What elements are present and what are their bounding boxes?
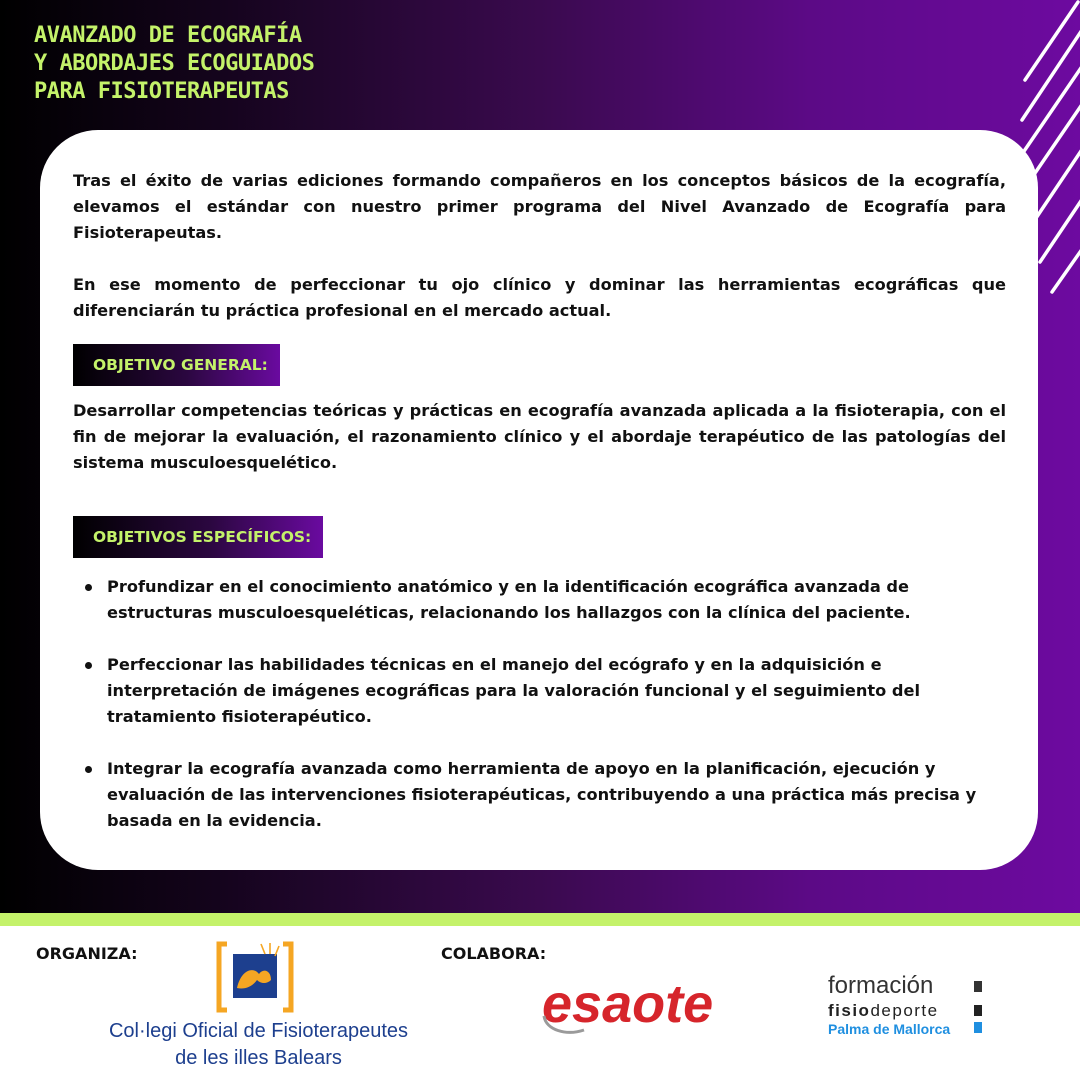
title-line: PARA FISIOTERAPEUTAS [34,79,289,104]
list-item [73,652,1006,730]
page-title [34,22,334,106]
organizer-line: Col·legi Oficial de Fisioterapeutes [108,1020,409,1042]
list-item [73,574,1006,626]
general-objective-label: OBJETIVO GENERAL: [73,344,280,386]
colabora-label: COLABORA: [441,944,547,963]
list-item [73,756,1006,834]
square-icon [974,1005,982,1016]
list-item-text: Profundizar en el conocimiento anatómico y en la identificación ecográfica avanzada de estructuras musculoesqueléticas, relacionando los hallazgos con la clínica del paciente. [107,577,911,622]
list-item-text: Perfeccionar las habilidades técnicas en el manejo del ecógrafo y en la adquisición e interpretación de imágenes ecográficas para la valoración funcional y el seguimiento del tratamiento fisioterapéutico. [107,655,921,726]
divider [0,913,1080,926]
organiza-label: ORGANIZA: [36,944,138,963]
specific-objectives-list [73,574,1006,834]
fd-line3: Palma de Mallorca [828,1021,951,1037]
esaote-logo [540,972,730,1038]
intro-paragraph: En ese momento de perfeccionar tu ojo clínico y dominar las herramientas ecográficas que diferenciarán tu práctica profesional en el mercado actual. [73,275,1006,320]
bullet-icon [85,662,92,669]
cofib-logo-icon [215,940,295,1014]
bullet-icon [85,584,92,591]
title-line: AVANZADO DE ECOGRAFÍA [34,23,302,48]
fd-line2-rest: deporte [870,1001,939,1020]
square-icon [974,981,982,992]
content-card [40,130,1038,870]
list-item-text: Integrar la ecografía avanzada como herramienta de apoyo en la planificación, ejecución y evaluación de las intervenciones fisioterapéuticas, contribuyendo a una práctica más precisa y basada en la evidencia. [107,759,977,830]
bullet-icon [85,766,92,773]
fd-line2-bold: fisio [828,1001,871,1020]
square-icon [974,1022,982,1033]
organizer-name [86,1018,431,1072]
esaote-logo-text: esaote [542,974,714,1034]
formacion-fisiodeporte-logo [828,972,988,1042]
title-line: Y ABORDAJES ECOGUIADOS [34,51,315,76]
specific-objectives-label: OBJETIVOS ESPECÍFICOS: [73,516,323,558]
general-objective-text: Desarrollar competencias teóricas y prácticas en ecografía avanzada aplicada a la fisioterapia, con el fin de mejorar la evaluación, el razonamiento clínico y el abordaje terapéutico de las patologías del sistema musculoesquelético. [73,401,1006,472]
organizer-line: de les illes Balears [175,1047,342,1069]
fd-line2 [828,1001,939,1021]
intro-paragraph: Tras el éxito de varias ediciones formando compañeros en los conceptos básicos de la ecografía, elevamos el estándar con nuestro primer programa del Nivel Avanzado de Ecografía para Fisioterapeutas. [73,171,1006,242]
fd-line1: formación [828,972,934,999]
